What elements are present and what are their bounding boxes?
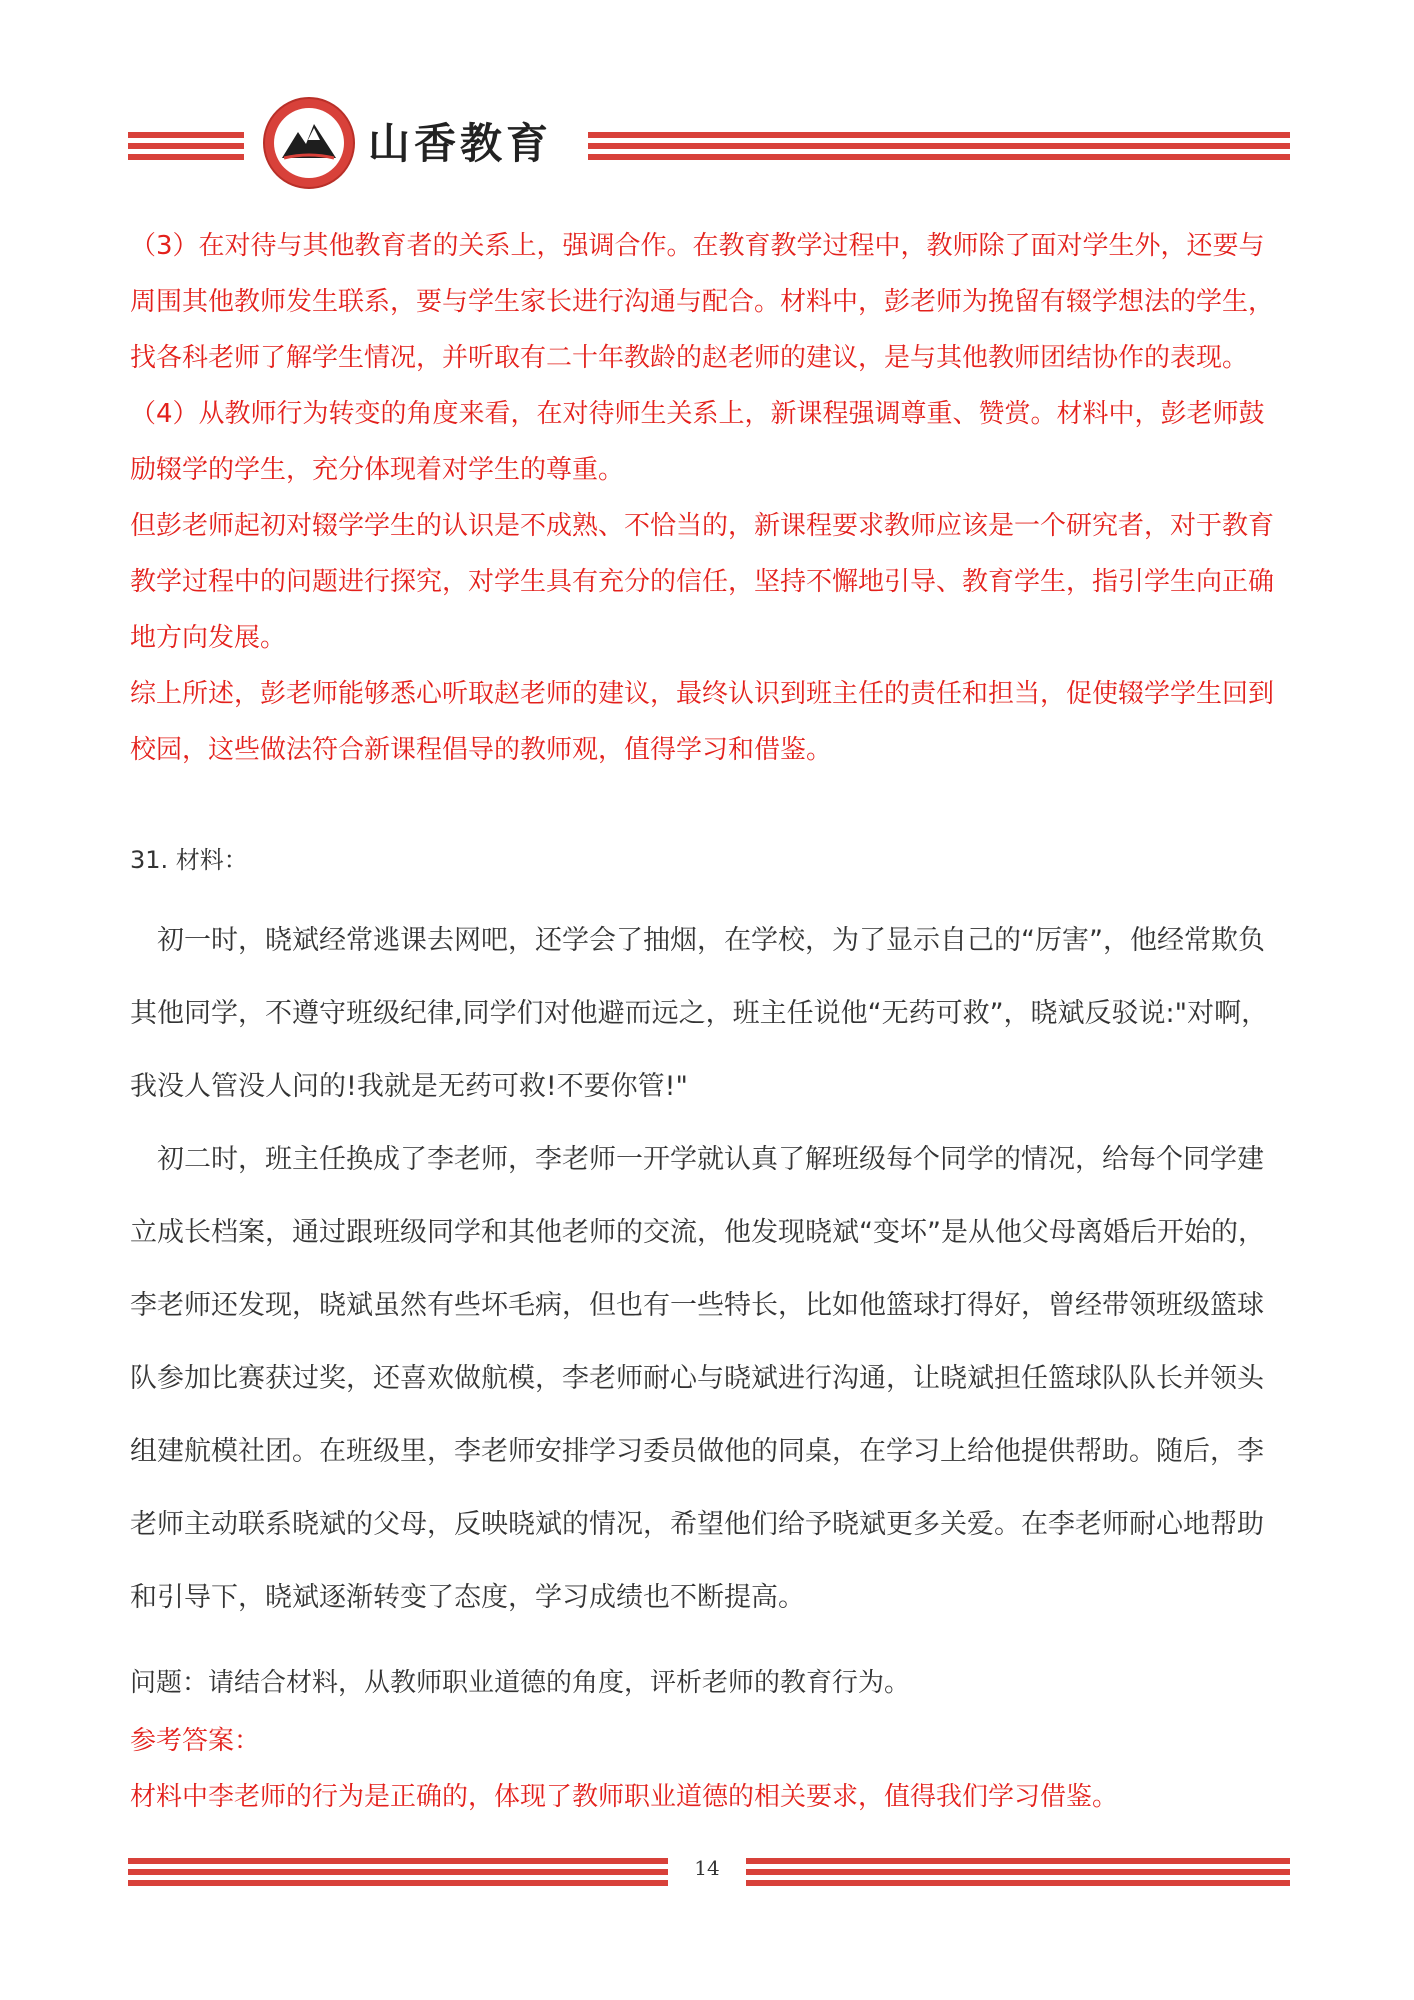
question-heading: 31. 材料： bbox=[130, 846, 248, 874]
paragraph-however: 但彭老师起初对辍学学生的认识是不成熟、不恰当的，新课程要求教师应该是一个研究者，对于教育教学过程中的问题进行探究，对学生具有充分的信任，坚持不懈地引导、教育学生，指引学生向正确地方向发展。 bbox=[130, 511, 1275, 653]
paragraph-point-3: （3）在对待与其他教育者的关系上，强调合作。在教育教学过程中，教师除了面对学生外，还要与周围其他教师发生联系，要与学生家长进行沟通与配合。材料中，彭老师为挽留有辍学想法的学生，找各科老师了解学生情况，并听取有二十年教龄的赵老师的建议，是与其他教师团结协作的表现。 bbox=[130, 231, 1275, 373]
material-text bbox=[130, 904, 1290, 1634]
footer-stripes-left bbox=[128, 1858, 668, 1891]
material-paragraph: 初一时，晓斌经常逃课去网吧，还学会了抽烟，在学校，为了显示自己的“厉害”，他经常欺负其他同学，不遵守班级纪律,同学们对他避而远之，班主任说他“无药可救”，晓斌反驳说:"对啊，我没人管没人问的!我就是无药可救!不要你管!" bbox=[130, 925, 1269, 1102]
header-stripes-right bbox=[588, 132, 1290, 165]
brand-logo bbox=[262, 96, 356, 190]
answer-text: 材料中李老师的行为是正确的，体现了教师职业道德的相关要求，值得我们学习借鉴。 bbox=[130, 1782, 1119, 1812]
brand-name: 山香教育 bbox=[368, 119, 553, 168]
material-paragraph: 初二时，班主任换成了李老师，李老师一开学就认真了解班级每个同学的情况，给每个同学建立成长档案，通过跟班级同学和其他老师的交流，他发现晓斌“变坏”是从他父母离婚后开始的，李老师还发现，晓斌虽然有些坏毛病，但也有一些特长，比如他篮球打得好，曾经带领班级篮球队参加比赛获过奖，还喜欢做航模，李老师耐心与晓斌进行沟通，让晓斌担任篮球队队长并领头组建航模社团。在班级里，李老师安排学习委员做他的同桌，在学习上给他提供帮助。随后，李老师主动联系晓斌的父母，反映晓斌的情况，希望他们给予晓斌更多关爱。在李老师耐心地帮助和引导下，晓斌逐渐转变了态度，学习成绩也不断提高。 bbox=[130, 1144, 1265, 1613]
header-stripes-left bbox=[128, 132, 244, 165]
paragraph-point-4: （4）从教师行为转变的角度来看，在对待师生关系上，新课程强调尊重、赞赏。材料中，彭老师鼓励辍学的学生，充分体现着对学生的尊重。 bbox=[130, 399, 1265, 485]
answer-label: 参考答案： bbox=[130, 1726, 261, 1756]
page-number: 14 bbox=[694, 1856, 720, 1880]
paragraph-summary: 综上所述，彭老师能够悉心听取赵老师的建议，最终认识到班主任的责任和担当，促使辍学学生回到校园，这些做法符合新课程倡导的教师观，值得学习和借鉴。 bbox=[130, 679, 1275, 765]
footer-stripes-right bbox=[746, 1858, 1290, 1891]
question-prompt: 问题：请结合材料，从教师职业道德的角度，评析老师的教育行为。 bbox=[130, 1668, 911, 1698]
answer-continuation bbox=[130, 218, 1290, 778]
